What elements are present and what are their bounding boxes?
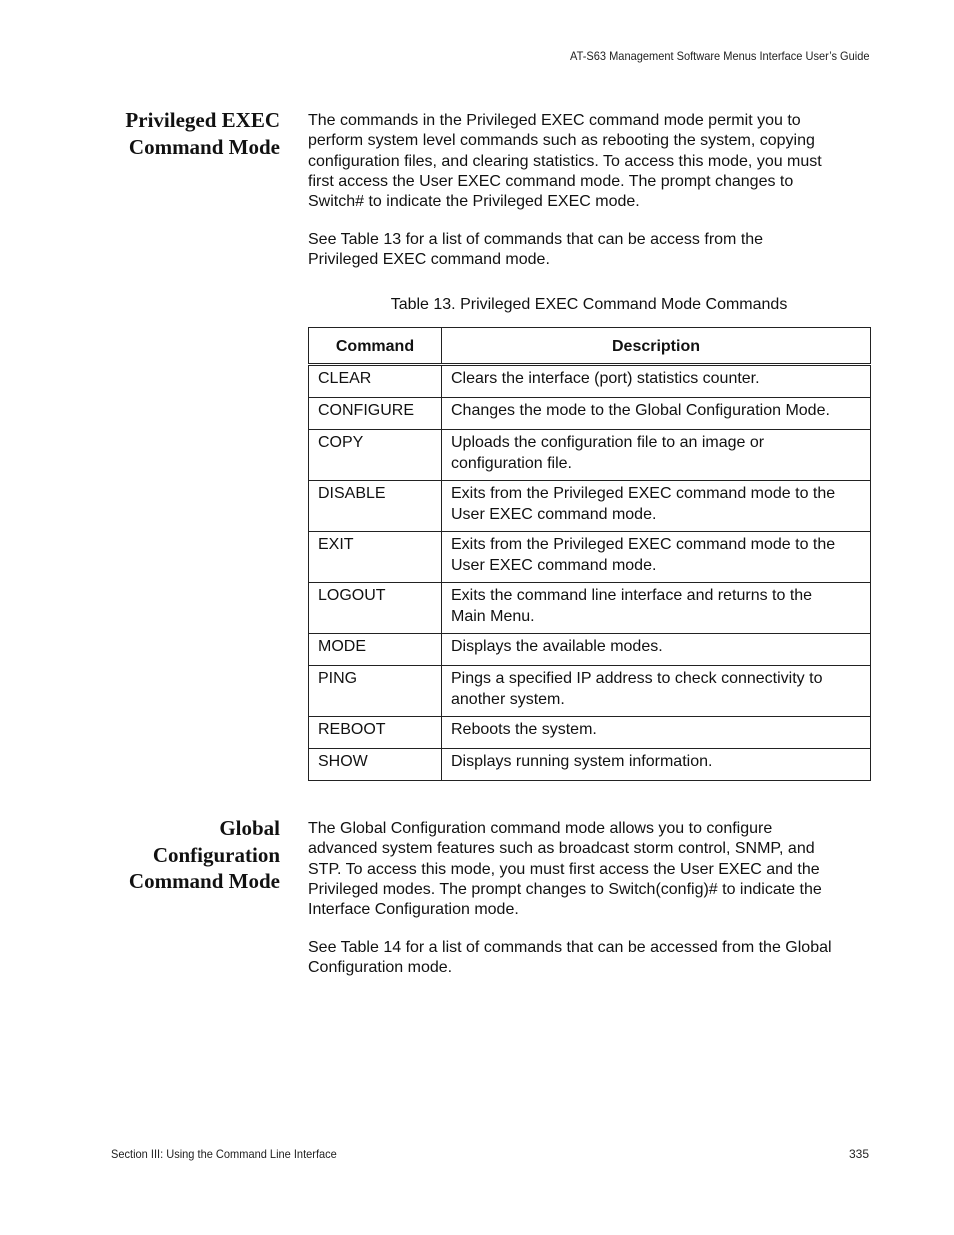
table-row — [309, 634, 871, 666]
privileged-exec-table-reference-paragraph — [308, 230, 873, 271]
command-cell: DISABLE — [309, 481, 442, 532]
column-header-description: Description — [442, 328, 871, 365]
table-row — [309, 481, 871, 532]
paragraph-line: Configuration mode. — [308, 959, 453, 977]
table-row — [309, 666, 871, 717]
heading-line: Privileged EXEC — [125, 108, 280, 132]
privileged-exec-intro-paragraph — [308, 111, 873, 212]
paragraph-line: first access the User EXEC command mode. The prompt changes to — [308, 172, 794, 190]
table-row — [309, 583, 871, 634]
table-row — [309, 532, 871, 583]
commands-table — [308, 327, 871, 781]
section-heading-privileged-exec — [125, 107, 280, 160]
paragraph-line: STP. To access this mode, you must first access the User EXEC and the — [308, 860, 820, 878]
table-row — [309, 365, 871, 398]
heading-line: Command Mode — [128, 869, 280, 893]
command-cell: CONFIGURE — [309, 398, 442, 430]
description-cell: Pings a specified IP address to check connectivity to another system. — [442, 666, 871, 717]
paragraph-line: Privileged EXEC command mode. — [308, 251, 550, 269]
description-cell: Changes the mode to the Global Configuration Mode. — [442, 398, 871, 430]
description-cell: Reboots the system. — [442, 717, 871, 749]
footer-page-number: 335 — [848, 1147, 869, 1161]
description-cell: Displays the available modes. — [442, 634, 871, 666]
command-cell: LOGOUT — [309, 583, 442, 634]
global-configuration-table-reference-paragraph — [308, 938, 873, 979]
footer-section-title: Section III: Using the Command Line Interface — [111, 1147, 337, 1161]
description-cell: Exits from the Privileged EXEC command mode to the User EXEC command mode. — [442, 532, 871, 583]
description-cell: Clears the interface (port) statistics counter. — [442, 365, 871, 398]
paragraph-line: The Global Configuration command mode allows you to configure — [308, 820, 773, 837]
description-cell: Exits from the Privileged EXEC command mode to the User EXEC command mode. — [442, 481, 871, 532]
paragraph-line: configuration files, and clearing statistics. To access this mode, you must — [308, 152, 822, 170]
heading-line: Configuration — [152, 842, 280, 867]
command-cell: REBOOT — [309, 717, 442, 749]
column-header-command: Command — [309, 328, 442, 365]
paragraph-line: Privileged modes. The prompt changes to Switch(config)# to indicate the — [308, 880, 822, 898]
command-cell: COPY — [309, 430, 442, 481]
table-row — [309, 430, 871, 481]
command-cell: PING — [309, 666, 442, 717]
command-cell: SHOW — [309, 749, 442, 781]
global-configuration-intro-paragraph — [308, 819, 873, 920]
paragraph-line: See Table 13 for a list of commands that can be access from the — [308, 231, 764, 248]
command-cell: CLEAR — [309, 365, 442, 398]
description-cell: Displays running system information. — [442, 749, 871, 781]
description-cell: Uploads the configuration file to an image or configuration file. — [442, 430, 871, 481]
command-cell: MODE — [309, 634, 442, 666]
paragraph-line: The commands in the Privileged EXEC command mode permit you to — [308, 112, 801, 129]
section-heading-global-configuration — [129, 815, 280, 895]
description-cell: Exits the command line interface and returns to the Main Menu. — [442, 583, 871, 634]
table-row — [309, 717, 871, 749]
paragraph-line: See Table 14 for a list of commands that can be accessed from the Global — [308, 939, 832, 956]
paragraph-line: Switch# to indicate the Privileged EXEC mode. — [308, 193, 640, 211]
running-header: AT-S63 Management Software Menus Interface User’s Guide — [569, 49, 869, 63]
table-caption: Table 13. Privileged EXEC Command Mode Commands — [390, 296, 788, 313]
paragraph-line: Interface Configuration mode. — [308, 901, 519, 919]
table-row — [309, 749, 871, 781]
table-row — [309, 398, 871, 430]
table-header-row — [309, 328, 871, 365]
heading-line: Command Mode — [128, 134, 280, 159]
command-cell: EXIT — [309, 532, 442, 583]
paragraph-line: advanced system features such as broadcast storm control, SNMP, and — [308, 840, 815, 858]
paragraph-line: perform system level commands such as rebooting the system, copying — [308, 132, 815, 150]
heading-line: Global — [219, 816, 280, 840]
